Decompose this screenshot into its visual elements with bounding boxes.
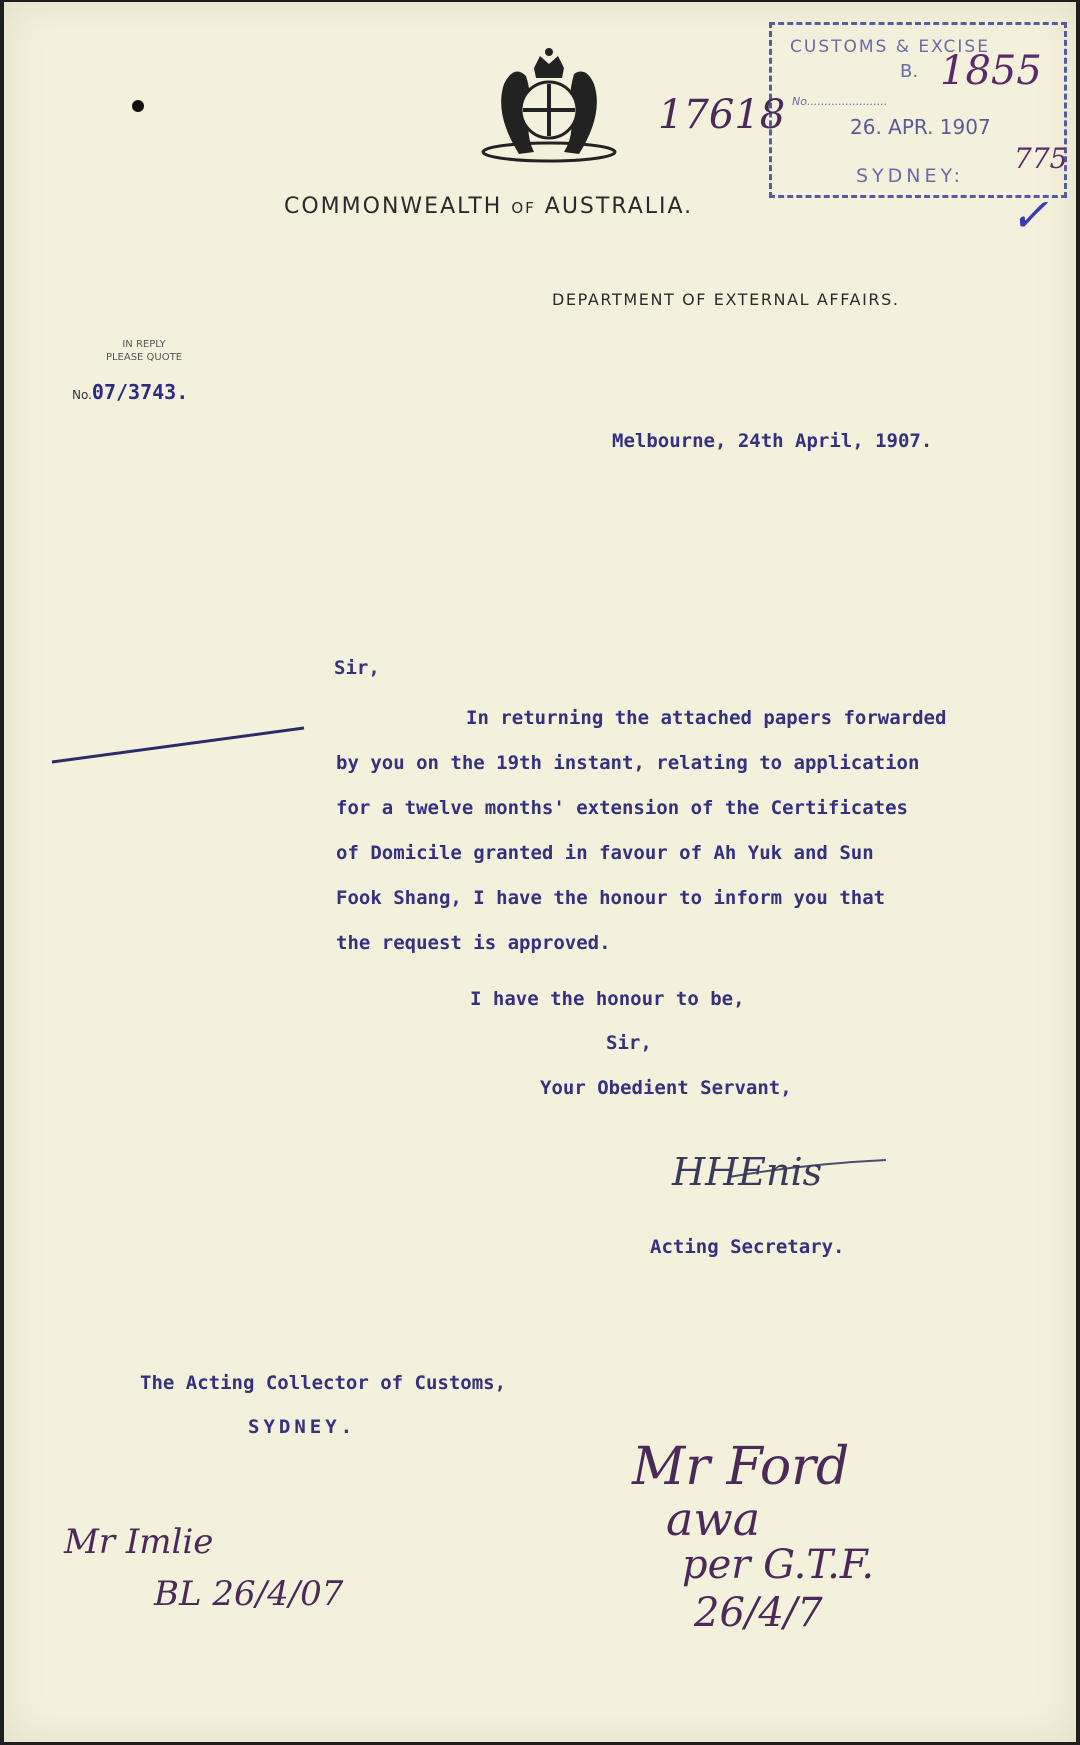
body-line: of Domicile granted in favour of Ah Yuk and Sun xyxy=(336,842,874,864)
salutation: Sir, xyxy=(334,657,380,679)
stamp-date: 26. APR. 1907 xyxy=(850,115,991,139)
closing-line-3: Your Obedient Servant, xyxy=(540,1077,792,1099)
handwritten-file-number: 17618 xyxy=(658,92,786,138)
check-mark-icon: ✓ xyxy=(1010,188,1049,242)
reference-prefix: No. xyxy=(72,388,92,402)
closing-line-1: I have the honour to be, xyxy=(470,988,745,1010)
stamp-line-1: CUSTOMS & EXCISE xyxy=(790,37,990,57)
stamp-handwritten-number: 1855 xyxy=(940,48,1042,94)
margin-pen-stroke xyxy=(52,728,304,762)
handwritten-note-right-3: per G.T.F. xyxy=(682,1542,875,1588)
handwritten-note-left-2: BL 26/4/07 xyxy=(154,1574,344,1614)
coat-of-arms-icon xyxy=(474,44,624,164)
reference-value: 07/3743. xyxy=(91,380,189,404)
stamp-city: SYDNEY: xyxy=(856,165,964,187)
handwritten-note-right-1: Mr Ford xyxy=(632,1437,850,1497)
letter-page xyxy=(4,2,1076,1742)
ink-blot xyxy=(132,100,144,112)
department-name: DEPARTMENT OF EXTERNAL AFFAIRS. xyxy=(552,290,900,309)
body-line: In returning the attached papers forwarded xyxy=(466,707,947,729)
stamp-handwritten-suffix: 775 xyxy=(1014,142,1068,175)
body-line: for a twelve months' extension of the Certificates xyxy=(336,797,908,819)
addressee-line-1: The Acting Collector of Customs, xyxy=(140,1372,507,1394)
reply-line-2: PLEASE QUOTE xyxy=(105,352,183,363)
reply-line-1: IN REPLY xyxy=(122,339,166,350)
letterhead-word-of: OF xyxy=(511,199,536,217)
letterhead-word-australia: AUSTRALIA. xyxy=(544,194,694,219)
addressee-line-2: SYDNEY. xyxy=(248,1416,357,1438)
signature: HHEnis xyxy=(672,1150,823,1194)
body-line: Fook Shang, I have the honour to inform you that xyxy=(336,887,886,909)
body-line: by you on the 19th instant, relating to application xyxy=(336,752,920,774)
stamp-line-2: B. xyxy=(900,61,919,82)
letterhead-word-commonwealth: COMMONWEALTH xyxy=(284,194,503,219)
letterhead-title xyxy=(284,194,693,219)
letter-date: Melbourne, 24th April, 1907. xyxy=(612,430,933,452)
closing-line-2: Sir, xyxy=(606,1032,652,1054)
body-line: the request is approved. xyxy=(336,932,611,954)
signatory-role: Acting Secretary. xyxy=(650,1236,845,1258)
reply-instruction xyxy=(84,338,204,364)
reference-number xyxy=(72,380,188,404)
handwritten-note-left-1: Mr Imlie xyxy=(64,1522,214,1562)
stamp-no-label: No....................... xyxy=(792,95,888,108)
handwritten-note-right-4: 26/4/7 xyxy=(694,1590,823,1636)
handwritten-note-right-2: awa xyxy=(666,1492,761,1546)
letter-body xyxy=(336,696,1056,966)
